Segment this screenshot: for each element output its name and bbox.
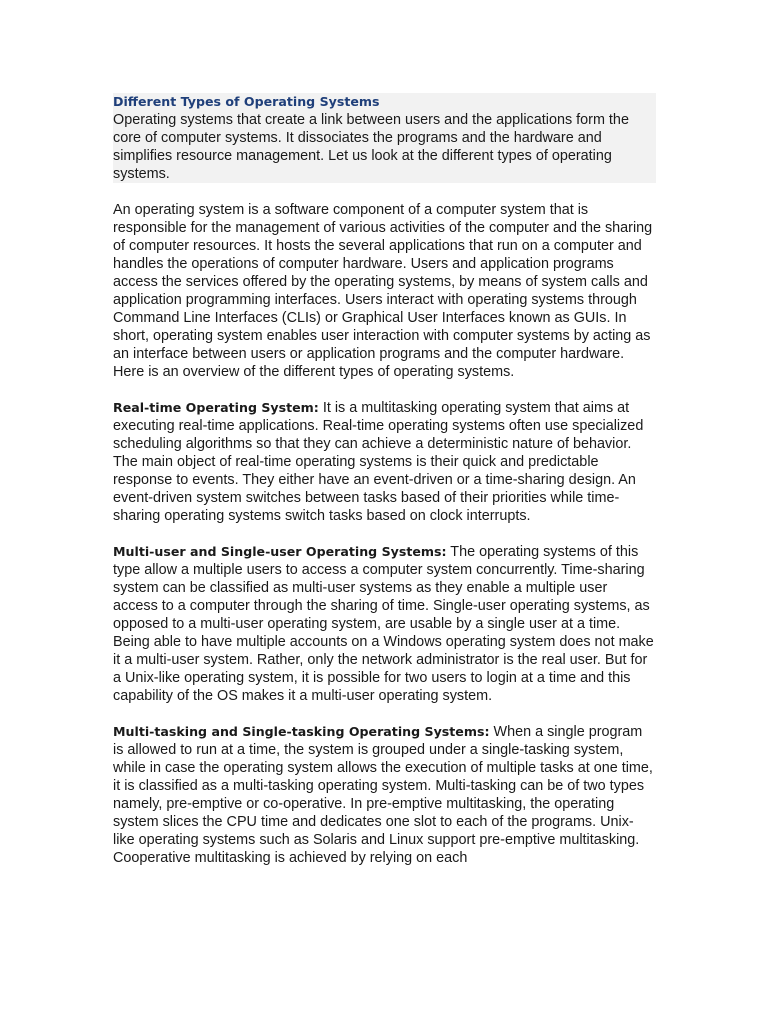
section-body: It is a multitasking operating system that aims at executing real-time applications. Real-time operating systems often use specialized scheduling algorithms so that they can achieve a deterministic nature of behavior. The main object of real-time operating systems is their quick and predictable response to events. They either have an event-driven or a time-sharing design. An event-driven system switches between tasks based of their priorities while time-sharing operating systems switch tasks based on clock interrupts.	[113, 400, 644, 524]
section-body: When a single program is allowed to run at a time, the system is grouped under a single-tasking system, while in case the operating system allows the execution of multiple tasks at one time, it is classified as a multi-tasking operating system. Multi-tasking can be of two types namely, pre-emptive or co-operative. In pre-emptive multitasking, the operating system slices the CPU time and dedicates one slot to each of the programs. Unix-like operating systems such as Solaris and Linux support pre-emptive multitasking. Cooperative multitasking is achieved by relying on each	[113, 724, 653, 866]
section-real-time	[113, 399, 654, 525]
section-heading: Multi-user and Single-user Operating Systems:	[113, 544, 447, 559]
section-multi-user	[113, 543, 654, 705]
overview-paragraph: An operating system is a software component of a computer system that is responsible for the management of various activities of the computer and the sharing of computer resources. It hosts the several applications that run on a computer and handles the operations of computer hardware. Users and application programs access the services offered by the operating systems, by means of system calls and application programming interfaces. Users interact with operating systems through Command Line Interfaces (CLIs) or Graphical User Interfaces known as GUIs. In short, operating system enables user interaction with computer systems by acting as an interface between users or application programs and the computer hardware. Here is an overview of the different types of operating systems.	[113, 202, 653, 380]
section-multi-tasking	[113, 723, 654, 867]
intro-paragraph: Operating systems that create a link between users and the applications form the core of computer systems. It dissociates the programs and the hardware and simplifies resource management. Let us look at the different types of operating systems.	[113, 112, 629, 182]
section-body: The operating systems of this type allow a multiple users to access a computer system concurrently. Time-sharing system can be classified as multi-user systems as they enable a multiple user access to a computer through the sharing of time. Single-user operating systems, as opposed to a multi-user operating system, are usable by a single user at a time. Being able to have multiple accounts on a Windows operating system does not make it a multi-user system. Rather, only the network administrator is the real user. But for a Unix-like operating system, it is possible for two users to login at a time and this capability of the OS makes it a multi-user operating system.	[113, 544, 654, 704]
document-title: Different Types of Operating Systems	[113, 94, 380, 109]
intro-box	[113, 93, 656, 183]
document-page	[113, 93, 654, 867]
section-heading: Multi-tasking and Single-tasking Operating Systems:	[113, 724, 490, 739]
section-heading: Real-time Operating System:	[113, 400, 319, 415]
